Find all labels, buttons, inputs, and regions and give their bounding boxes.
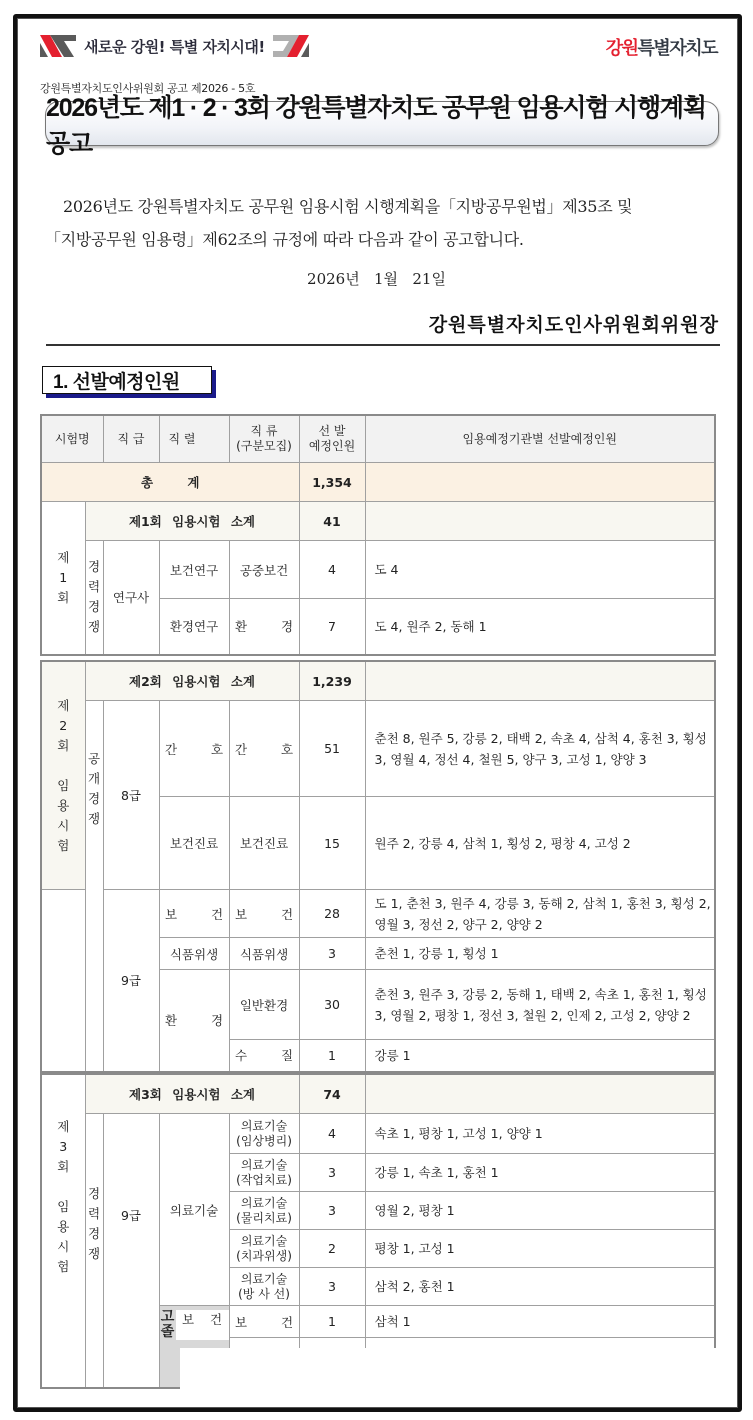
series-cell: 보 건 xyxy=(159,890,229,938)
class-cell: 의료기술 (치과위생) xyxy=(229,1230,299,1268)
table-row xyxy=(41,1114,715,1154)
highschool-label: 고졸 보 건 xyxy=(159,1306,229,1388)
series-cell: 환경연구 xyxy=(159,599,229,655)
class-cell: 식품위생 xyxy=(229,938,299,970)
agencies-cell: 강릉 1, 속초 1, 홍천 1 xyxy=(365,1154,715,1192)
count-cell: 3 xyxy=(299,1154,365,1192)
agencies-cell: 원주 2, 강릉 4, 삼척 1, 횡성 2, 평창 4, 고성 2 xyxy=(365,797,715,890)
header-exam: 시험명 xyxy=(41,415,103,463)
header-class: 직 류 (구분모집) xyxy=(229,415,299,463)
table-header-row xyxy=(41,415,715,463)
agencies-cell: 도 1, 춘천 3, 원주 4, 강릉 3, 동해 2, 삼척 1, 홍천 3, 횡성 2, 영월 3, 정선 2, 양구 2, 양양 2 xyxy=(365,890,715,938)
exam3-subtotal-row xyxy=(41,1074,715,1114)
total-label: 총 계 xyxy=(41,463,299,502)
class-cell: 일반환경 xyxy=(229,970,299,1040)
table-row xyxy=(41,701,715,797)
slogan-banner xyxy=(40,33,309,59)
series-cell: 보건진료 xyxy=(159,797,229,890)
class-cell: 보 건 xyxy=(229,1306,299,1338)
agencies-cell: 영월 2, 평창 1 xyxy=(365,1192,715,1230)
page-title: 2026년도 제1 · 2 · 3회 강원특별자치도 공무원 임용시험 시행계획 공고 xyxy=(46,93,706,158)
exam1-subtotal-count: 41 xyxy=(299,502,365,541)
exam3-subtotal-agencies xyxy=(365,1074,715,1114)
exam3-series: 의료기술 xyxy=(159,1114,229,1306)
notice-body xyxy=(45,190,721,256)
agencies-cell: 춘천 8, 원주 5, 강릉 2, 태백 2, 속초 4, 삼척 4, 홍천 3, 횡성 3, 영월 4, 정선 4, 철원 5, 양구 3, 고성 1, 양양 3 xyxy=(365,701,715,797)
header-count: 선 발 예정인원 xyxy=(299,415,365,463)
count-cell: 3 xyxy=(299,1268,365,1306)
exam2-subtotal-label: 제2회 임용시험 소계 xyxy=(85,661,299,701)
class-cell: 보건진료 xyxy=(229,797,299,890)
exam2-grade9: 9급 xyxy=(103,890,159,1072)
count-cell: 7 xyxy=(299,599,365,655)
count-cell: 51 xyxy=(299,701,365,797)
body-line-1: 2026년도 강원특별자치도 공무원 임용시험 시행계획을「지방공무원법」제35조 및 xyxy=(63,197,633,216)
exam1-subtotal-label: 제1회 임용시험 소계 xyxy=(85,502,299,541)
exam2-label-blank xyxy=(41,890,85,1072)
class-cell: 의료기술 (물리치료) xyxy=(229,1192,299,1230)
class-cell: 의료기술 (임상병리) xyxy=(229,1114,299,1154)
left-chevron-logo-icon xyxy=(40,35,76,57)
agencies-cell: 도 4, 원주 2, 동해 1 xyxy=(365,599,715,655)
agencies-cell: 강릉 1 xyxy=(365,1040,715,1072)
logo-text-part: 특별자치도 xyxy=(637,38,717,59)
class-cell: 공중보건 xyxy=(229,541,299,599)
gangwon-logo xyxy=(606,34,717,60)
total-count: 1,354 xyxy=(299,463,365,502)
exam3-type: 경 력 경 쟁 xyxy=(85,1114,103,1388)
count-cell: 3 xyxy=(299,938,365,970)
section-title xyxy=(42,366,212,394)
class-cell: 보 건 xyxy=(229,890,299,938)
exam1-grade: 연구사 xyxy=(103,541,159,655)
header-series: 직 렬 xyxy=(159,415,229,463)
class-cell: 수 질 xyxy=(229,1040,299,1072)
notice-date: 2026년 1월 21일 xyxy=(307,270,446,288)
exam2-subtotal-agencies xyxy=(365,661,715,701)
count-cell: 1 xyxy=(299,1306,365,1338)
right-chevron-logo-icon xyxy=(273,35,309,57)
agencies-cell: 도 4 xyxy=(365,541,715,599)
notice-number: 강원특별자치도인사위원회 공고 제2026 - 5호 xyxy=(40,82,256,95)
exam1-label: 제 1 회 xyxy=(41,502,85,655)
exam2-type: 공 개 경 쟁 xyxy=(85,701,103,1072)
agencies-cell: 삼척 2, 홍천 1 xyxy=(365,1268,715,1306)
selection-table-part1 xyxy=(40,414,716,656)
divider xyxy=(46,344,720,346)
agencies-cell: 평창 1, 고성 1 xyxy=(365,1230,715,1268)
count-cell: 28 xyxy=(299,890,365,938)
count-cell: 15 xyxy=(299,797,365,890)
class-cell: 간 호 xyxy=(229,701,299,797)
header-agencies: 임용예정기관별 선발예정인원 xyxy=(365,415,715,463)
agencies-cell: 춘천 1, 강릉 1, 횡성 1 xyxy=(365,938,715,970)
exam1-type: 경 력 경 쟁 xyxy=(85,541,103,655)
signature: 강원특별자치도인사위원회위원장 xyxy=(428,314,719,336)
series-cell: 간 호 xyxy=(159,701,229,797)
agencies-cell: 삼척 1 xyxy=(365,1306,715,1338)
agencies-cell: 춘천 3, 원주 3, 강릉 2, 동해 1, 태백 2, 속초 1, 홍천 1, 횡성 3, 영월 2, 평창 1, 정선 3, 철원 2, 인제 2, 고성 2, 양양 2 xyxy=(365,970,715,1040)
title-box xyxy=(45,93,719,158)
count-cell: 3 xyxy=(299,1192,365,1230)
exam2-label: 제 2 회 임 용 시 험 xyxy=(41,661,85,890)
selection-table-part2 xyxy=(40,660,716,1073)
exam1-subtotal-row xyxy=(41,502,715,541)
exam3-subtotal-count: 74 xyxy=(299,1074,365,1114)
exam2-subtotal-count: 1,239 xyxy=(299,661,365,701)
body-line-2: 「지방공무원 임용령」제62조의 규정에 따라 다음과 같이 공고합니다. xyxy=(45,230,524,249)
selection-table-part3 xyxy=(40,1073,716,1389)
exam3-grade: 9급 xyxy=(103,1114,159,1388)
series-cell: 환 경 xyxy=(159,970,229,1072)
exam3-subtotal-label: 제3회 임용시험 소계 xyxy=(85,1074,299,1114)
count-cell: 4 xyxy=(299,541,365,599)
exam3-label: 제 3 회 임 용 시 험 xyxy=(41,1074,85,1388)
count-cell: 1 xyxy=(299,1040,365,1072)
agencies-cell: 속초 1, 평창 1, 고성 1, 양양 1 xyxy=(365,1114,715,1154)
count-cell: 4 xyxy=(299,1114,365,1154)
series-cell: 식품위생 xyxy=(159,938,229,970)
count-cell: 2 xyxy=(299,1230,365,1268)
series-cell: 보건연구 xyxy=(159,541,229,599)
header-grade: 직 급 xyxy=(103,415,159,463)
class-cell: 의료기술 (작업치료) xyxy=(229,1154,299,1192)
total-agencies xyxy=(365,463,715,502)
logo-red-part: 강원 xyxy=(605,38,638,59)
table-row xyxy=(41,890,715,938)
class-cell: 의료기술 (방 사 선) xyxy=(229,1268,299,1306)
exam1-subtotal-agencies xyxy=(365,502,715,541)
section-title-text: 1. 선발예정인원 xyxy=(53,371,180,393)
exam2-grade8: 8급 xyxy=(103,701,159,890)
slogan-text: 새로운 강원! 특별 자치시대! xyxy=(84,37,265,56)
table-row xyxy=(41,541,715,599)
cropped-area xyxy=(180,1348,730,1400)
series-cell: 보 건 xyxy=(176,1310,229,1340)
total-row xyxy=(41,463,715,502)
exam2-subtotal-row xyxy=(41,661,715,701)
class-cell: 환 경 xyxy=(229,599,299,655)
count-cell: 30 xyxy=(299,970,365,1040)
